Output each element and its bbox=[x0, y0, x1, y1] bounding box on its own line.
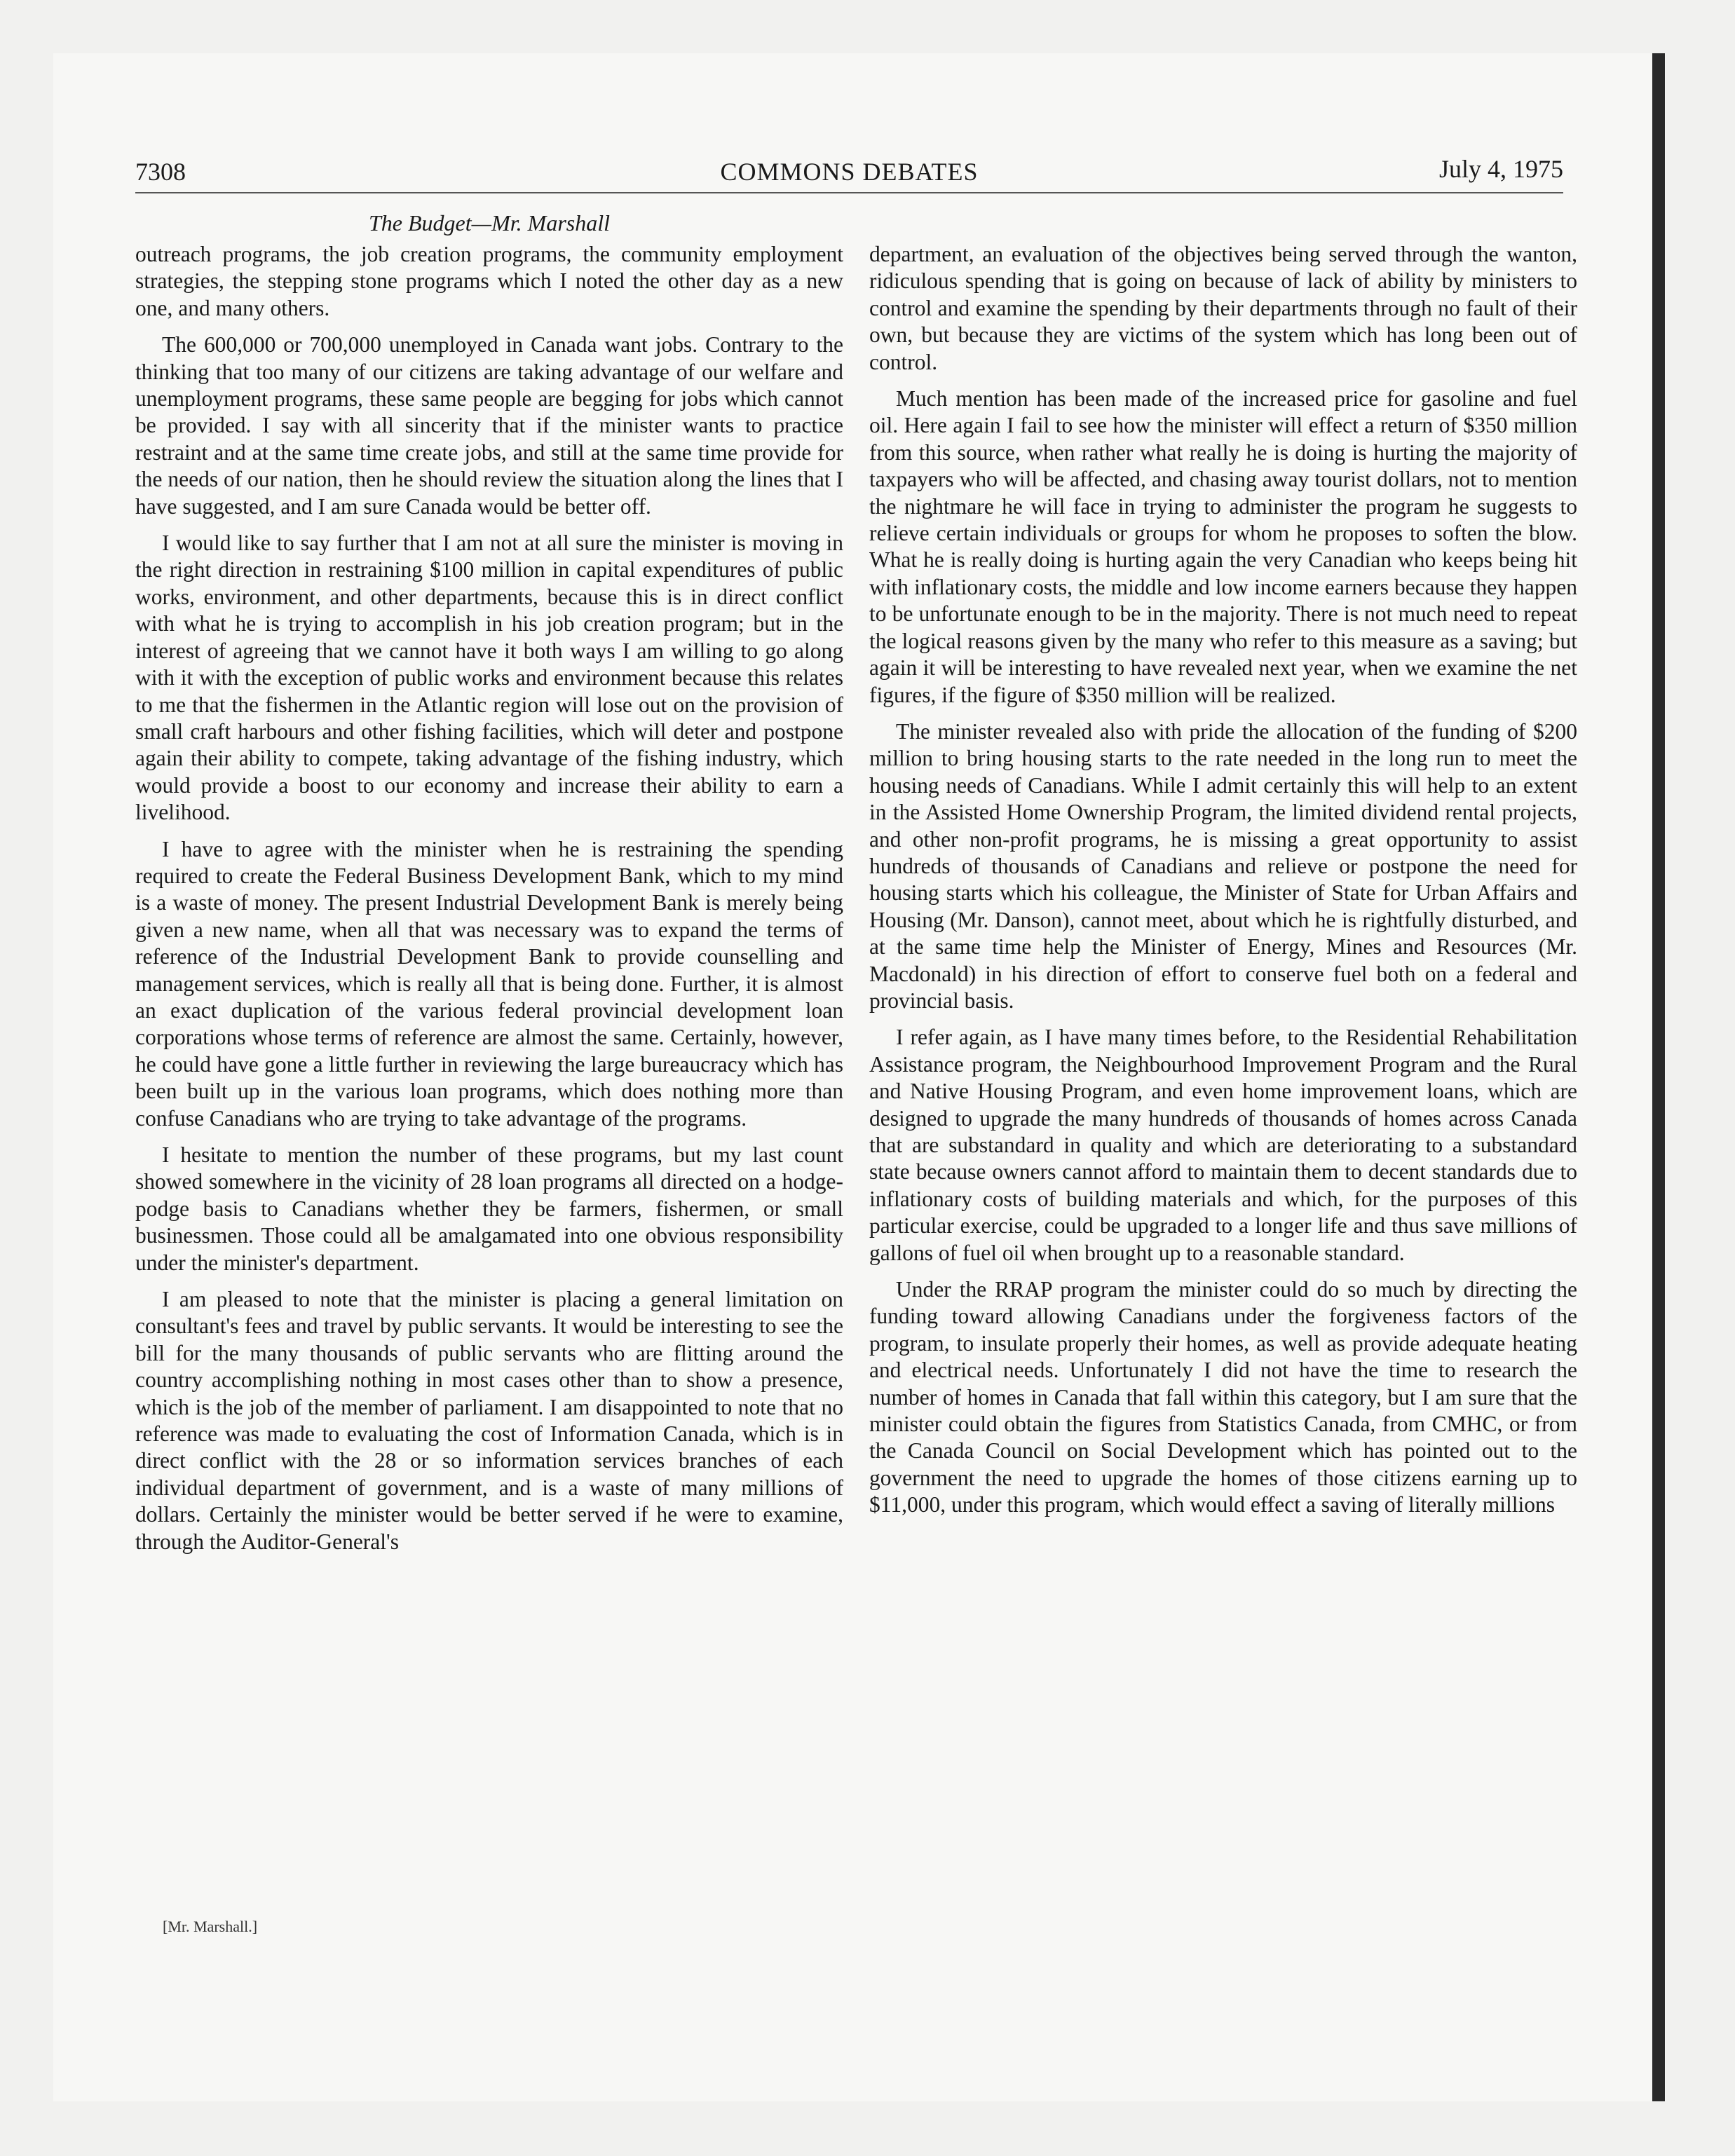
journal-title: COMMONS DEBATES bbox=[720, 158, 979, 186]
issue-date: July 4, 1975 bbox=[1438, 155, 1563, 183]
paragraph: The minister revealed also with pride the allocation of the funding of $200 million to bring housing starts to the rate needed in the long run to meet the housing needs of Canadians. While I admit certainly this will help to an extent in the Assisted Home Ownership Program, the limited dividend rental projects, and other non-profit programs, he is missing a great opportunity to assist hundreds of thousands of Canadians and relieve or postpone the need for housing starts which his colleague, the Minister of State for Urban Affairs and Housing (Mr. Danson), cannot meet, about which he is rightfully disturbed, and at the same time help the Minister of Energy, Mines and Resources (Mr. Macdonald) in his direction of effort to conserve fuel both on a federal and provincial basis. bbox=[869, 718, 1577, 1013]
page-header bbox=[135, 150, 1563, 193]
left-column bbox=[135, 241, 843, 1565]
paragraph: Under the RRAP program the minister could do so much by directing the funding toward allowing Canadians under the forgiveness factors of the program, to insulate properly their homes, as well as provide adequate heating and electrical needs. Unfortunately I did not have the time to research the number of homes in Canada that fall within this category, but I am sure that the minister could obtain the figures from Statistics Canada, from CMHC, or from the Canada Council on Social Development which has pointed out to the government the need to upgrade the homes of those citizens earning up to $11,000, under this program, which would effect a saving of literally millions bbox=[869, 1277, 1577, 1517]
paragraph: I have to agree with the minister when he is restraining the spending required to create the Federal Business Development Bank, which to my mind is a waste of money. The present Industrial Development Bank is merely being given a new name, when all that was necessary was to expand the terms of reference of the Industrial Development Bank to provide counselling and management services, which is really all that is being done. Further, it is almost an exact duplication of the various federal provincial development loan corporations whose terms of reference are almost the same. Certainly, however, he could have gone a little further in reviewing the large bureaucracy which has been built up in the various loan programs, which does nothing more than confuse Canadians who are trying to take advantage of the programs. bbox=[135, 836, 843, 1131]
speaker-note: [Mr. Marshall.] bbox=[163, 1918, 258, 1935]
paragraph: I would like to say further that I am not at all sure the minister is moving in the right direction in restraining $100 million in capital expenditures of public works, environment, and other departments, because this is in direct conflict with what he is trying to accomplish in his job creation program; but in the interest of agreeing that we cannot have it both ways I am willing to go along with it with the exception of public works and environment because this relates to me that the fishermen in the Atlantic region will lose out on the provision of small craft harbours and other fishing facilities, which will deter and postpone again their ability to compete, taking advantage of the fishing industry, which would provide a boost to our economy and increase their ability to earn a livelihood. bbox=[135, 531, 843, 825]
paragraph: The 600,000 or 700,000 unemployed in Canada want jobs. Contrary to the thinking that too many of our citizens are taking advantage of our welfare and unemployment programs, these same people are begging for jobs which cannot be provided. I say with all sincerity that if the minister wants to practice restraint and at the same time create jobs, and still at the same time provide for the needs of our nation, then he should review the situation along the lines that I have suggested, and I am sure Canada would be better off. bbox=[135, 332, 843, 519]
paragraph: department, an evaluation of the objectives being served through the wanton, ridiculous spending that is going on because of lack of ability by ministers to control and examine the spending by their departments through no fault of their own, but because they are victims of the system which has long been out of control. bbox=[869, 242, 1577, 374]
paragraph: I hesitate to mention the number of these programs, but my last count showed somewhere in the vicinity of 28 loan programs all directed on a hodge-podge basis to Canadians whether they be farmers, fishermen, or small businessmen. Those could all be amalgamated into one obvious responsibility under the minister's department. bbox=[135, 1142, 843, 1275]
right-column bbox=[869, 241, 1577, 1529]
running-head: The Budget—Mr. Marshall bbox=[369, 210, 610, 236]
scan-edge-bar bbox=[1652, 53, 1665, 2101]
paragraph: I am pleased to note that the minister is placing a general limitation on consultant's fees and travel by public servants. It would be interesting to see the bill for the many thousands of public servants who are flitting around the country accomplishing nothing in most cases other than to show a presence, which is the job of the member of parliament. I am disappointed to note that no reference was made to evaluating the cost of Information Canada, which is in direct conflict with the 28 or so information services branches of each individual department of government, and is a waste of many millions of dollars. Certainly the minister would be better served if he were to examine, through the Auditor-General's bbox=[135, 1287, 843, 1554]
page-number: 7308 bbox=[135, 158, 186, 186]
paragraph: outreach programs, the job creation programs, the community employment strategies, the stepping stone programs which I noted the other day as a new one, and many others. bbox=[135, 242, 843, 320]
paragraph: Much mention has been made of the increased price for gasoline and fuel oil. Here again I fail to see how the minister will effect a return of $350 million from this source, when rather what really he is doing is hurting the majority of taxpayers who will be affected, and chasing away tourist dollars, not to mention the nightmare he will face in trying to administer the program he suggests to relieve certain individuals or groups for whom he proposes to soften the blow. What he is really doing is hurting again the very Canadian who keeps being hit with inflationary costs, the middle and low income earners because they happen to be unfortunate enough to be in the majority. There is not much need to repeat the logical reasons given by the many who refer to this measure as a saving; but again it will be interesting to have revealed next year, when we examine the net figures, if the figure of $350 million will be realized. bbox=[869, 386, 1577, 707]
paragraph: I refer again, as I have many times before, to the Residential Rehabilitation Assistance program, the Neighbourhood Improvement Program and the Rural and Native Housing Program, and even home improvement loans, which are designed to upgrade the many hundreds of thousands of homes across Canada that are substandard in quality and which are deteriorating to a substandard state because owners cannot afford to maintain them to decent standards due to inflationary costs of building materials and which, for the purposes of this particular exercise, could be upgraded to a longer life and thus save millions of gallons of fuel oil when brought up to a reasonable standard. bbox=[869, 1025, 1577, 1265]
